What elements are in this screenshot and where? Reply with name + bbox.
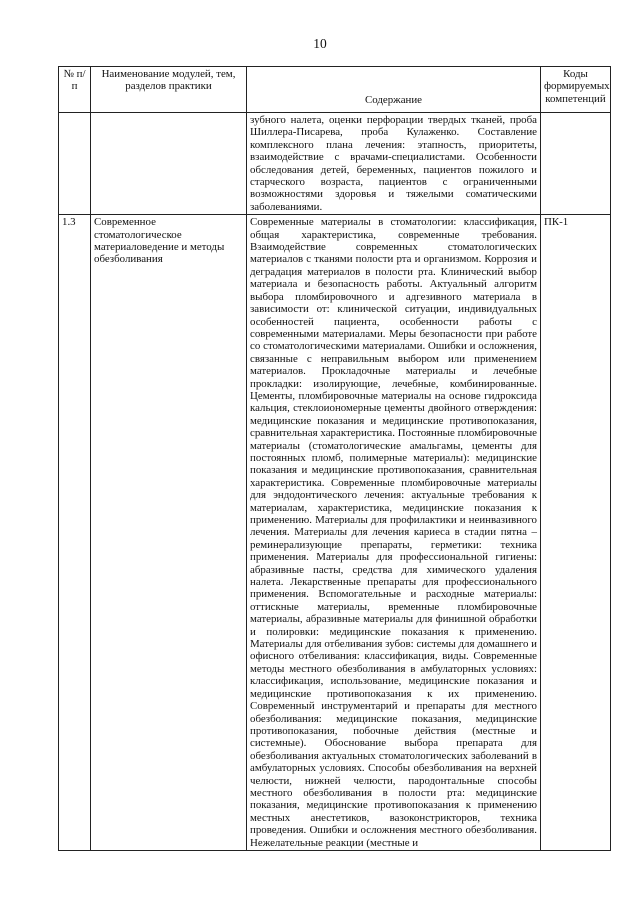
header-codes: Коды формируемых компетенций — [541, 67, 611, 113]
cell-num: 1.3 — [59, 215, 91, 851]
header-num: № п/п — [59, 67, 91, 113]
table-header-row — [59, 67, 611, 113]
cell-content-continued: зубного налета, оценки перфорации твердых тканей, проба Шиллера-Писарева, проба Кулаженко. Составление комплексного плана лечения: этапность, приоритеты, взаимодействие с врачами-специалистами. Особенности обследования детей, беременных, пациентов пожилого и старческого возраста, пациентов с ограниченными возможностями здоровья и тяжелыми соматическими заболеваниями. — [247, 113, 541, 215]
table-row-1-3 — [59, 215, 611, 851]
cell-codes: ПК-1 — [541, 215, 611, 851]
table-row-continued — [59, 113, 611, 215]
cell-num-empty — [59, 113, 91, 215]
cell-module-name: Современное стоматологическое материаловедение и методы обезболивания — [91, 215, 247, 851]
page-number: 10 — [313, 36, 327, 51]
curriculum-table — [58, 66, 611, 851]
cell-codes-empty — [541, 113, 611, 215]
cell-content: Современные материалы в стоматологии: классификация, общая характеристика, современные требования. Взаимодействие современных стоматологических материалов с тканями полости рта и организмом. Коррозия и деградация материалов в полости рта. Клинический выбор материала и безопасность работы. Актуальный алгоритм выбора пломбировочного и адгезивного материала в зависимости от: клинической ситуации, индивидуальных особенностей пациента, особенности работы с современными материалами. Меры безопасности при работе со стоматологическими материалами. Ошибки и осложнения, связанные с неправильным выбором или применением материалов. Прокладочные материалы и лечебные прокладки: изолирующие, лечебные, комбинированные. Цементы, пломбировочные материалы на основе гидроксида кальция, стеклоиономерные цементы двойного отверждения: медицинские показания и медицинские противопоказания, сравнительная характеристика. Постоянные пломбировочные материалы (стоматологические амальгамы, цементы для постоянных пломб, полимерные материалы): медицинские показания и медицинские противопоказания, сравнительная характеристика. Современные пломбировочные материалы для эндодонтического лечения: актуальные требования к материалам, характеристика, медицинские показания к применению. Материалы для профилактики и неинвазивного лечения. Материалы для лечения кариеса в стадии пятна – реминерализующие препараты, герметики: техника применения. Материалы для профессиональной гигиены: абразивные пасты, средства для химического удаления налета. Лекарственные препараты для профессионального применения. Вспомогательные и расходные материалы: оттискные материалы, временные пломбировочные материалы, абразивные материалы для финишной обработки и полировки: медицинские показания к применению. Материалы для отбеливания зубов: системы для домашнего и офисного отбеливания: классификация, виды. Современные методы местного обезболивания в амбулаторных условиях: классификация, использование, медицинские показания и медицинские противопоказания к их применению. Современный инструментарий и препараты для местного обезболивания: медицинские показания, медицинские противопоказания, побочные действия (местные и системные). Обоснование выбора препарата для обезболивания актуальных стоматологических заболеваний в амбулаторных условиях. Способы обезболивания на верхней челюсти, нижней челюсти, пародонтальные способы местного обезболивания в полости рта: медицинские показания, медицинские противопоказания к применению местных анестетиков, вазоконстрикторов, техника проведения. Ошибки и осложнения местного обезболивания. Нежелательные реакции (местные и — [247, 215, 541, 851]
header-name: Наименование модулей, тем, разделов практики — [91, 67, 247, 113]
header-content: Содержание — [247, 67, 541, 113]
cell-name-empty — [91, 113, 247, 215]
